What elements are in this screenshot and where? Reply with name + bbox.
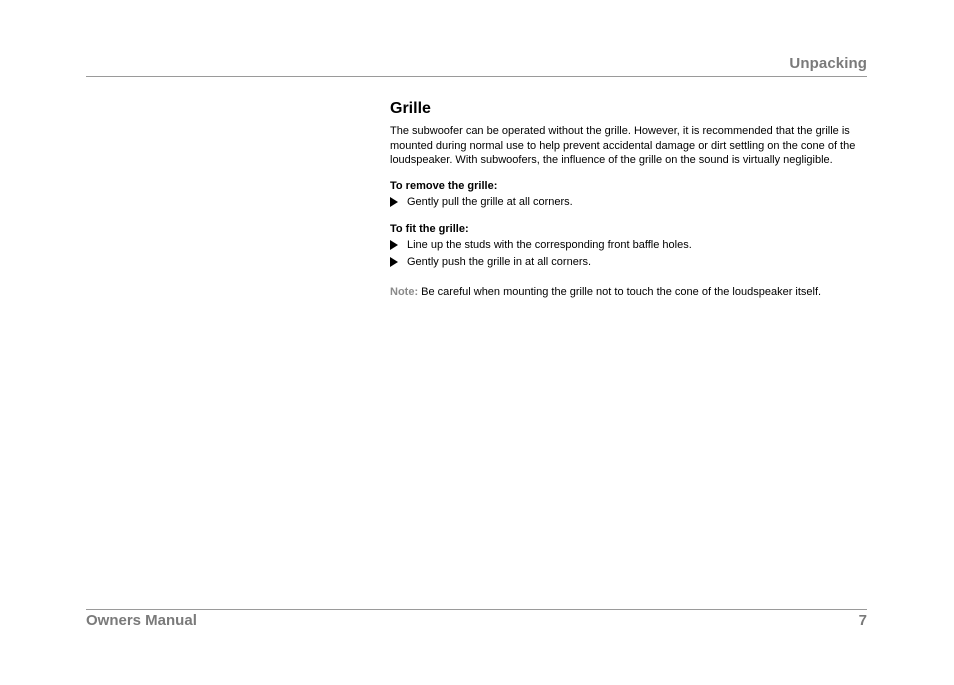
remove-steps-list [390, 194, 868, 211]
header-rule [86, 76, 867, 77]
step-text: Gently push the grille in at all corners. [407, 255, 592, 268]
intro-paragraph: The subwoofer can be operated without the grille. However, it is recommended that the grille is mounted during normal use to help prevent accidental damage or dirt settling on the cone of the loudspeaker. With subwoofers, the influence of the grille on the sound is virtually negligible. [390, 125, 856, 166]
list-item [390, 237, 868, 254]
footer-rule [86, 609, 867, 610]
list-item [390, 254, 868, 271]
list-item [390, 194, 868, 211]
section-title: Unpacking [789, 55, 867, 72]
fit-grille-heading: To fit the grille: [390, 222, 469, 235]
triangle-bullet-icon [390, 257, 398, 267]
section-heading: Grille [390, 100, 431, 117]
step-text: Gently pull the grille at all corners. [407, 195, 573, 208]
fit-steps-list [390, 237, 868, 271]
manual-title: Owners Manual [86, 612, 197, 629]
remove-grille-heading: To remove the grille: [390, 179, 498, 192]
triangle-bullet-icon [390, 240, 398, 250]
page-number: 7 [858, 612, 867, 629]
main-content [390, 99, 868, 299]
note-text: Be careful when mounting the grille not to touch the cone of the loudspeaker itself. [418, 285, 822, 298]
note [390, 285, 868, 299]
step-text: Line up the studs with the corresponding front baffle holes. [407, 238, 692, 251]
note-label: Note: [390, 285, 419, 298]
triangle-bullet-icon [390, 197, 398, 207]
